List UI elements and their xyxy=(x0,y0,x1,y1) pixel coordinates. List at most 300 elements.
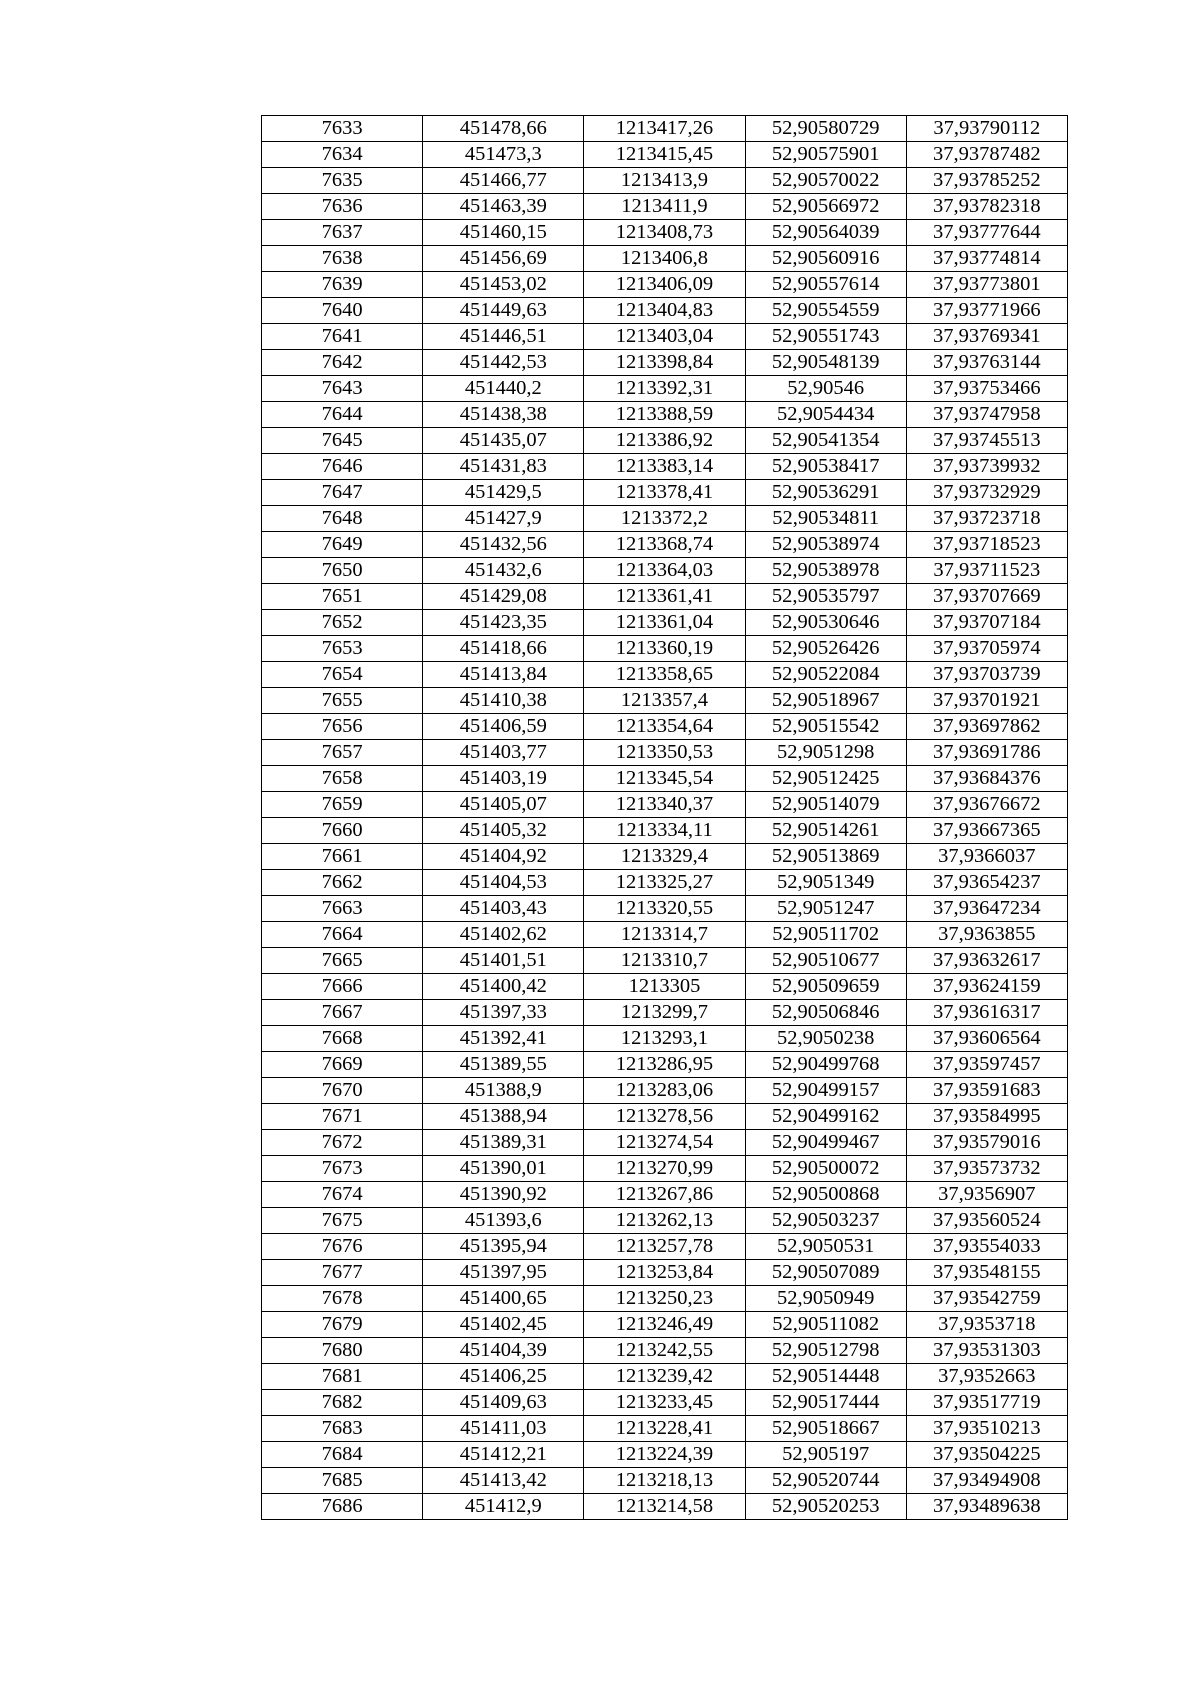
table-row xyxy=(262,506,1068,532)
longitude-cell: 37,9363855 xyxy=(906,922,1067,948)
table-row xyxy=(262,1000,1068,1026)
y-coordinate-cell: 1213415,45 xyxy=(584,142,745,168)
longitude-cell: 37,93707184 xyxy=(906,610,1067,636)
x-coordinate-cell: 451432,56 xyxy=(423,532,584,558)
y-coordinate-cell: 1213305 xyxy=(584,974,745,1000)
x-coordinate-cell: 451397,33 xyxy=(423,1000,584,1026)
y-coordinate-cell: 1213283,06 xyxy=(584,1078,745,1104)
longitude-cell: 37,93560524 xyxy=(906,1208,1067,1234)
x-coordinate-cell: 451429,08 xyxy=(423,584,584,610)
longitude-cell: 37,93554033 xyxy=(906,1234,1067,1260)
longitude-cell: 37,93774814 xyxy=(906,246,1067,272)
x-coordinate-cell: 451389,55 xyxy=(423,1052,584,1078)
longitude-cell: 37,9356907 xyxy=(906,1182,1067,1208)
longitude-cell: 37,93624159 xyxy=(906,974,1067,1000)
latitude-cell: 52,90541354 xyxy=(745,428,906,454)
latitude-cell: 52,90570022 xyxy=(745,168,906,194)
table-row xyxy=(262,1208,1068,1234)
table-row xyxy=(262,220,1068,246)
table-row xyxy=(262,376,1068,402)
latitude-cell: 52,90526426 xyxy=(745,636,906,662)
point-number-cell: 7647 xyxy=(262,480,423,506)
longitude-cell: 37,93579016 xyxy=(906,1130,1067,1156)
longitude-cell: 37,93707669 xyxy=(906,584,1067,610)
y-coordinate-cell: 1213378,41 xyxy=(584,480,745,506)
point-number-cell: 7654 xyxy=(262,662,423,688)
table-row xyxy=(262,766,1068,792)
point-number-cell: 7668 xyxy=(262,1026,423,1052)
x-coordinate-cell: 451478,66 xyxy=(423,116,584,142)
latitude-cell: 52,90520253 xyxy=(745,1494,906,1520)
x-coordinate-cell: 451388,94 xyxy=(423,1104,584,1130)
x-coordinate-cell: 451392,41 xyxy=(423,1026,584,1052)
x-coordinate-cell: 451413,84 xyxy=(423,662,584,688)
table-row xyxy=(262,1286,1068,1312)
x-coordinate-cell: 451404,53 xyxy=(423,870,584,896)
latitude-cell: 52,90548139 xyxy=(745,350,906,376)
longitude-cell: 37,93691786 xyxy=(906,740,1067,766)
point-number-cell: 7684 xyxy=(262,1442,423,1468)
x-coordinate-cell: 451403,43 xyxy=(423,896,584,922)
y-coordinate-cell: 1213270,99 xyxy=(584,1156,745,1182)
table-row xyxy=(262,688,1068,714)
y-coordinate-cell: 1213233,45 xyxy=(584,1390,745,1416)
point-number-cell: 7681 xyxy=(262,1364,423,1390)
table-row xyxy=(262,1104,1068,1130)
x-coordinate-cell: 451412,9 xyxy=(423,1494,584,1520)
longitude-cell: 37,93632617 xyxy=(906,948,1067,974)
latitude-cell: 52,90538417 xyxy=(745,454,906,480)
table-row xyxy=(262,792,1068,818)
x-coordinate-cell: 451405,07 xyxy=(423,792,584,818)
latitude-cell: 52,90566972 xyxy=(745,194,906,220)
longitude-cell: 37,93777644 xyxy=(906,220,1067,246)
point-number-cell: 7645 xyxy=(262,428,423,454)
x-coordinate-cell: 451446,51 xyxy=(423,324,584,350)
x-coordinate-cell: 451418,66 xyxy=(423,636,584,662)
point-number-cell: 7653 xyxy=(262,636,423,662)
y-coordinate-cell: 1213310,7 xyxy=(584,948,745,974)
table-row xyxy=(262,1078,1068,1104)
y-coordinate-cell: 1213239,42 xyxy=(584,1364,745,1390)
y-coordinate-cell: 1213250,23 xyxy=(584,1286,745,1312)
y-coordinate-cell: 1213340,37 xyxy=(584,792,745,818)
table-row xyxy=(262,610,1068,636)
point-number-cell: 7661 xyxy=(262,844,423,870)
longitude-cell: 37,93584995 xyxy=(906,1104,1067,1130)
x-coordinate-cell: 451449,63 xyxy=(423,298,584,324)
y-coordinate-cell: 1213354,64 xyxy=(584,714,745,740)
table-row xyxy=(262,844,1068,870)
x-coordinate-cell: 451460,15 xyxy=(423,220,584,246)
point-number-cell: 7670 xyxy=(262,1078,423,1104)
latitude-cell: 52,90575901 xyxy=(745,142,906,168)
point-number-cell: 7657 xyxy=(262,740,423,766)
latitude-cell: 52,9050531 xyxy=(745,1234,906,1260)
x-coordinate-cell: 451406,59 xyxy=(423,714,584,740)
y-coordinate-cell: 1213224,39 xyxy=(584,1442,745,1468)
longitude-cell: 37,93606564 xyxy=(906,1026,1067,1052)
latitude-cell: 52,90507089 xyxy=(745,1260,906,1286)
table-row xyxy=(262,1468,1068,1494)
latitude-cell: 52,90538974 xyxy=(745,532,906,558)
y-coordinate-cell: 1213325,27 xyxy=(584,870,745,896)
point-number-cell: 7669 xyxy=(262,1052,423,1078)
latitude-cell: 52,90511702 xyxy=(745,922,906,948)
latitude-cell: 52,90499768 xyxy=(745,1052,906,1078)
table-row xyxy=(262,1390,1068,1416)
x-coordinate-cell: 451397,95 xyxy=(423,1260,584,1286)
latitude-cell: 52,90511082 xyxy=(745,1312,906,1338)
longitude-cell: 37,93684376 xyxy=(906,766,1067,792)
point-number-cell: 7685 xyxy=(262,1468,423,1494)
y-coordinate-cell: 1213214,58 xyxy=(584,1494,745,1520)
x-coordinate-cell: 451435,07 xyxy=(423,428,584,454)
table-row xyxy=(262,246,1068,272)
point-number-cell: 7671 xyxy=(262,1104,423,1130)
longitude-cell: 37,93494908 xyxy=(906,1468,1067,1494)
y-coordinate-cell: 1213372,2 xyxy=(584,506,745,532)
latitude-cell: 52,90512798 xyxy=(745,1338,906,1364)
y-coordinate-cell: 1213267,86 xyxy=(584,1182,745,1208)
y-coordinate-cell: 1213361,04 xyxy=(584,610,745,636)
latitude-cell: 52,90546 xyxy=(745,376,906,402)
longitude-cell: 37,93510213 xyxy=(906,1416,1067,1442)
longitude-cell: 37,93703739 xyxy=(906,662,1067,688)
table-row xyxy=(262,636,1068,662)
x-coordinate-cell: 451402,45 xyxy=(423,1312,584,1338)
latitude-cell: 52,9051247 xyxy=(745,896,906,922)
y-coordinate-cell: 1213404,83 xyxy=(584,298,745,324)
longitude-cell: 37,9352663 xyxy=(906,1364,1067,1390)
y-coordinate-cell: 1213242,55 xyxy=(584,1338,745,1364)
latitude-cell: 52,90554559 xyxy=(745,298,906,324)
x-coordinate-cell: 451431,83 xyxy=(423,454,584,480)
longitude-cell: 37,93489638 xyxy=(906,1494,1067,1520)
x-coordinate-cell: 451400,65 xyxy=(423,1286,584,1312)
latitude-cell: 52,90580729 xyxy=(745,116,906,142)
y-coordinate-cell: 1213403,04 xyxy=(584,324,745,350)
longitude-cell: 37,93591683 xyxy=(906,1078,1067,1104)
longitude-cell: 37,93739932 xyxy=(906,454,1067,480)
y-coordinate-cell: 1213360,19 xyxy=(584,636,745,662)
longitude-cell: 37,93616317 xyxy=(906,1000,1067,1026)
latitude-cell: 52,90530646 xyxy=(745,610,906,636)
longitude-cell: 37,93723718 xyxy=(906,506,1067,532)
x-coordinate-cell: 451456,69 xyxy=(423,246,584,272)
longitude-cell: 37,93597457 xyxy=(906,1052,1067,1078)
table-row xyxy=(262,402,1068,428)
point-number-cell: 7665 xyxy=(262,948,423,974)
longitude-cell: 37,93773801 xyxy=(906,272,1067,298)
longitude-cell: 37,93711523 xyxy=(906,558,1067,584)
table-row xyxy=(262,272,1068,298)
x-coordinate-cell: 451400,42 xyxy=(423,974,584,1000)
table-row xyxy=(262,948,1068,974)
x-coordinate-cell: 451393,6 xyxy=(423,1208,584,1234)
x-coordinate-cell: 451390,01 xyxy=(423,1156,584,1182)
table-row xyxy=(262,532,1068,558)
point-number-cell: 7652 xyxy=(262,610,423,636)
latitude-cell: 52,9051298 xyxy=(745,740,906,766)
longitude-cell: 37,93771966 xyxy=(906,298,1067,324)
x-coordinate-cell: 451405,32 xyxy=(423,818,584,844)
latitude-cell: 52,90520744 xyxy=(745,1468,906,1494)
table-row xyxy=(262,298,1068,324)
longitude-cell: 37,93542759 xyxy=(906,1286,1067,1312)
table-row xyxy=(262,1442,1068,1468)
x-coordinate-cell: 451406,25 xyxy=(423,1364,584,1390)
latitude-cell: 52,90512425 xyxy=(745,766,906,792)
latitude-cell: 52,9051349 xyxy=(745,870,906,896)
table-row xyxy=(262,1494,1068,1520)
point-number-cell: 7637 xyxy=(262,220,423,246)
longitude-cell: 37,93517719 xyxy=(906,1390,1067,1416)
latitude-cell: 52,90536291 xyxy=(745,480,906,506)
table-row xyxy=(262,142,1068,168)
x-coordinate-cell: 451453,02 xyxy=(423,272,584,298)
y-coordinate-cell: 1213246,49 xyxy=(584,1312,745,1338)
latitude-cell: 52,90522084 xyxy=(745,662,906,688)
latitude-cell: 52,90513869 xyxy=(745,844,906,870)
point-number-cell: 7666 xyxy=(262,974,423,1000)
y-coordinate-cell: 1213406,09 xyxy=(584,272,745,298)
latitude-cell: 52,90564039 xyxy=(745,220,906,246)
x-coordinate-cell: 451389,31 xyxy=(423,1130,584,1156)
point-number-cell: 7679 xyxy=(262,1312,423,1338)
latitude-cell: 52,90506846 xyxy=(745,1000,906,1026)
point-number-cell: 7648 xyxy=(262,506,423,532)
y-coordinate-cell: 1213383,14 xyxy=(584,454,745,480)
x-coordinate-cell: 451403,77 xyxy=(423,740,584,766)
point-number-cell: 7667 xyxy=(262,1000,423,1026)
y-coordinate-cell: 1213361,41 xyxy=(584,584,745,610)
table-row xyxy=(262,168,1068,194)
table-row xyxy=(262,1182,1068,1208)
y-coordinate-cell: 1213314,7 xyxy=(584,922,745,948)
y-coordinate-cell: 1213257,78 xyxy=(584,1234,745,1260)
point-number-cell: 7650 xyxy=(262,558,423,584)
x-coordinate-cell: 451429,5 xyxy=(423,480,584,506)
point-number-cell: 7635 xyxy=(262,168,423,194)
x-coordinate-cell: 451442,53 xyxy=(423,350,584,376)
latitude-cell: 52,90499467 xyxy=(745,1130,906,1156)
latitude-cell: 52,90499157 xyxy=(745,1078,906,1104)
y-coordinate-cell: 1213406,8 xyxy=(584,246,745,272)
y-coordinate-cell: 1213320,55 xyxy=(584,896,745,922)
latitude-cell: 52,90514261 xyxy=(745,818,906,844)
x-coordinate-cell: 451473,3 xyxy=(423,142,584,168)
table-row xyxy=(262,1026,1068,1052)
y-coordinate-cell: 1213417,26 xyxy=(584,116,745,142)
point-number-cell: 7641 xyxy=(262,324,423,350)
y-coordinate-cell: 1213274,54 xyxy=(584,1130,745,1156)
longitude-cell: 37,93701921 xyxy=(906,688,1067,714)
point-number-cell: 7682 xyxy=(262,1390,423,1416)
latitude-cell: 52,9054434 xyxy=(745,402,906,428)
y-coordinate-cell: 1213388,59 xyxy=(584,402,745,428)
latitude-cell: 52,90499162 xyxy=(745,1104,906,1130)
latitude-cell: 52,90518967 xyxy=(745,688,906,714)
table-row xyxy=(262,1312,1068,1338)
point-number-cell: 7644 xyxy=(262,402,423,428)
latitude-cell: 52,90500868 xyxy=(745,1182,906,1208)
table-row xyxy=(262,662,1068,688)
longitude-cell: 37,93676672 xyxy=(906,792,1067,818)
y-coordinate-cell: 1213228,41 xyxy=(584,1416,745,1442)
point-number-cell: 7672 xyxy=(262,1130,423,1156)
point-number-cell: 7646 xyxy=(262,454,423,480)
x-coordinate-cell: 451388,9 xyxy=(423,1078,584,1104)
table-row xyxy=(262,740,1068,766)
table-row xyxy=(262,1338,1068,1364)
latitude-cell: 52,90500072 xyxy=(745,1156,906,1182)
point-number-cell: 7680 xyxy=(262,1338,423,1364)
table-row xyxy=(262,896,1068,922)
table-row xyxy=(262,974,1068,1000)
latitude-cell: 52,90557614 xyxy=(745,272,906,298)
longitude-cell: 37,93753466 xyxy=(906,376,1067,402)
latitude-cell: 52,90517444 xyxy=(745,1390,906,1416)
y-coordinate-cell: 1213392,31 xyxy=(584,376,745,402)
point-number-cell: 7656 xyxy=(262,714,423,740)
longitude-cell: 37,93732929 xyxy=(906,480,1067,506)
y-coordinate-cell: 1213411,9 xyxy=(584,194,745,220)
coordinates-table xyxy=(261,115,1068,1520)
point-number-cell: 7686 xyxy=(262,1494,423,1520)
y-coordinate-cell: 1213350,53 xyxy=(584,740,745,766)
point-number-cell: 7677 xyxy=(262,1260,423,1286)
longitude-cell: 37,93573732 xyxy=(906,1156,1067,1182)
table-row xyxy=(262,870,1068,896)
latitude-cell: 52,90551743 xyxy=(745,324,906,350)
longitude-cell: 37,93531303 xyxy=(906,1338,1067,1364)
y-coordinate-cell: 1213218,13 xyxy=(584,1468,745,1494)
table-row xyxy=(262,818,1068,844)
y-coordinate-cell: 1213278,56 xyxy=(584,1104,745,1130)
table-row xyxy=(262,1260,1068,1286)
table-row xyxy=(262,480,1068,506)
point-number-cell: 7636 xyxy=(262,194,423,220)
y-coordinate-cell: 1213299,7 xyxy=(584,1000,745,1026)
point-number-cell: 7664 xyxy=(262,922,423,948)
longitude-cell: 37,93787482 xyxy=(906,142,1067,168)
table-row xyxy=(262,1130,1068,1156)
y-coordinate-cell: 1213293,1 xyxy=(584,1026,745,1052)
longitude-cell: 37,9353718 xyxy=(906,1312,1067,1338)
latitude-cell: 52,90510677 xyxy=(745,948,906,974)
x-coordinate-cell: 451403,19 xyxy=(423,766,584,792)
point-number-cell: 7651 xyxy=(262,584,423,610)
table-row xyxy=(262,454,1068,480)
point-number-cell: 7658 xyxy=(262,766,423,792)
latitude-cell: 52,90514448 xyxy=(745,1364,906,1390)
latitude-cell: 52,9050238 xyxy=(745,1026,906,1052)
table-row xyxy=(262,584,1068,610)
table-row xyxy=(262,350,1068,376)
x-coordinate-cell: 451423,35 xyxy=(423,610,584,636)
y-coordinate-cell: 1213334,11 xyxy=(584,818,745,844)
table-row xyxy=(262,1416,1068,1442)
latitude-cell: 52,90503237 xyxy=(745,1208,906,1234)
y-coordinate-cell: 1213345,54 xyxy=(584,766,745,792)
point-number-cell: 7662 xyxy=(262,870,423,896)
point-number-cell: 7678 xyxy=(262,1286,423,1312)
point-number-cell: 7663 xyxy=(262,896,423,922)
x-coordinate-cell: 451404,92 xyxy=(423,844,584,870)
point-number-cell: 7683 xyxy=(262,1416,423,1442)
point-number-cell: 7640 xyxy=(262,298,423,324)
y-coordinate-cell: 1213286,95 xyxy=(584,1052,745,1078)
latitude-cell: 52,90509659 xyxy=(745,974,906,1000)
y-coordinate-cell: 1213413,9 xyxy=(584,168,745,194)
latitude-cell: 52,90518667 xyxy=(745,1416,906,1442)
point-number-cell: 7638 xyxy=(262,246,423,272)
latitude-cell: 52,90560916 xyxy=(745,246,906,272)
latitude-cell: 52,90515542 xyxy=(745,714,906,740)
table-row xyxy=(262,1156,1068,1182)
x-coordinate-cell: 451466,77 xyxy=(423,168,584,194)
latitude-cell: 52,90534811 xyxy=(745,506,906,532)
point-number-cell: 7660 xyxy=(262,818,423,844)
table-row xyxy=(262,194,1068,220)
y-coordinate-cell: 1213364,03 xyxy=(584,558,745,584)
point-number-cell: 7639 xyxy=(262,272,423,298)
longitude-cell: 37,93697862 xyxy=(906,714,1067,740)
longitude-cell: 37,93718523 xyxy=(906,532,1067,558)
y-coordinate-cell: 1213329,4 xyxy=(584,844,745,870)
y-coordinate-cell: 1213357,4 xyxy=(584,688,745,714)
longitude-cell: 37,93763144 xyxy=(906,350,1067,376)
point-number-cell: 7674 xyxy=(262,1182,423,1208)
point-number-cell: 7659 xyxy=(262,792,423,818)
y-coordinate-cell: 1213368,74 xyxy=(584,532,745,558)
point-number-cell: 7676 xyxy=(262,1234,423,1260)
longitude-cell: 37,93790112 xyxy=(906,116,1067,142)
point-number-cell: 7675 xyxy=(262,1208,423,1234)
x-coordinate-cell: 451412,21 xyxy=(423,1442,584,1468)
y-coordinate-cell: 1213408,73 xyxy=(584,220,745,246)
longitude-cell: 37,9366037 xyxy=(906,844,1067,870)
longitude-cell: 37,93747958 xyxy=(906,402,1067,428)
y-coordinate-cell: 1213386,92 xyxy=(584,428,745,454)
table-row xyxy=(262,116,1068,142)
longitude-cell: 37,93769341 xyxy=(906,324,1067,350)
longitude-cell: 37,93745513 xyxy=(906,428,1067,454)
x-coordinate-cell: 451413,42 xyxy=(423,1468,584,1494)
longitude-cell: 37,93548155 xyxy=(906,1260,1067,1286)
y-coordinate-cell: 1213358,65 xyxy=(584,662,745,688)
x-coordinate-cell: 451432,6 xyxy=(423,558,584,584)
point-number-cell: 7655 xyxy=(262,688,423,714)
x-coordinate-cell: 451409,63 xyxy=(423,1390,584,1416)
table-row xyxy=(262,428,1068,454)
point-number-cell: 7673 xyxy=(262,1156,423,1182)
x-coordinate-cell: 451401,51 xyxy=(423,948,584,974)
x-coordinate-cell: 451438,38 xyxy=(423,402,584,428)
longitude-cell: 37,93782318 xyxy=(906,194,1067,220)
x-coordinate-cell: 451411,03 xyxy=(423,1416,584,1442)
longitude-cell: 37,93705974 xyxy=(906,636,1067,662)
x-coordinate-cell: 451402,62 xyxy=(423,922,584,948)
table-row xyxy=(262,324,1068,350)
y-coordinate-cell: 1213398,84 xyxy=(584,350,745,376)
x-coordinate-cell: 451427,9 xyxy=(423,506,584,532)
point-number-cell: 7649 xyxy=(262,532,423,558)
x-coordinate-cell: 451463,39 xyxy=(423,194,584,220)
table-row xyxy=(262,558,1068,584)
table-row xyxy=(262,1364,1068,1390)
